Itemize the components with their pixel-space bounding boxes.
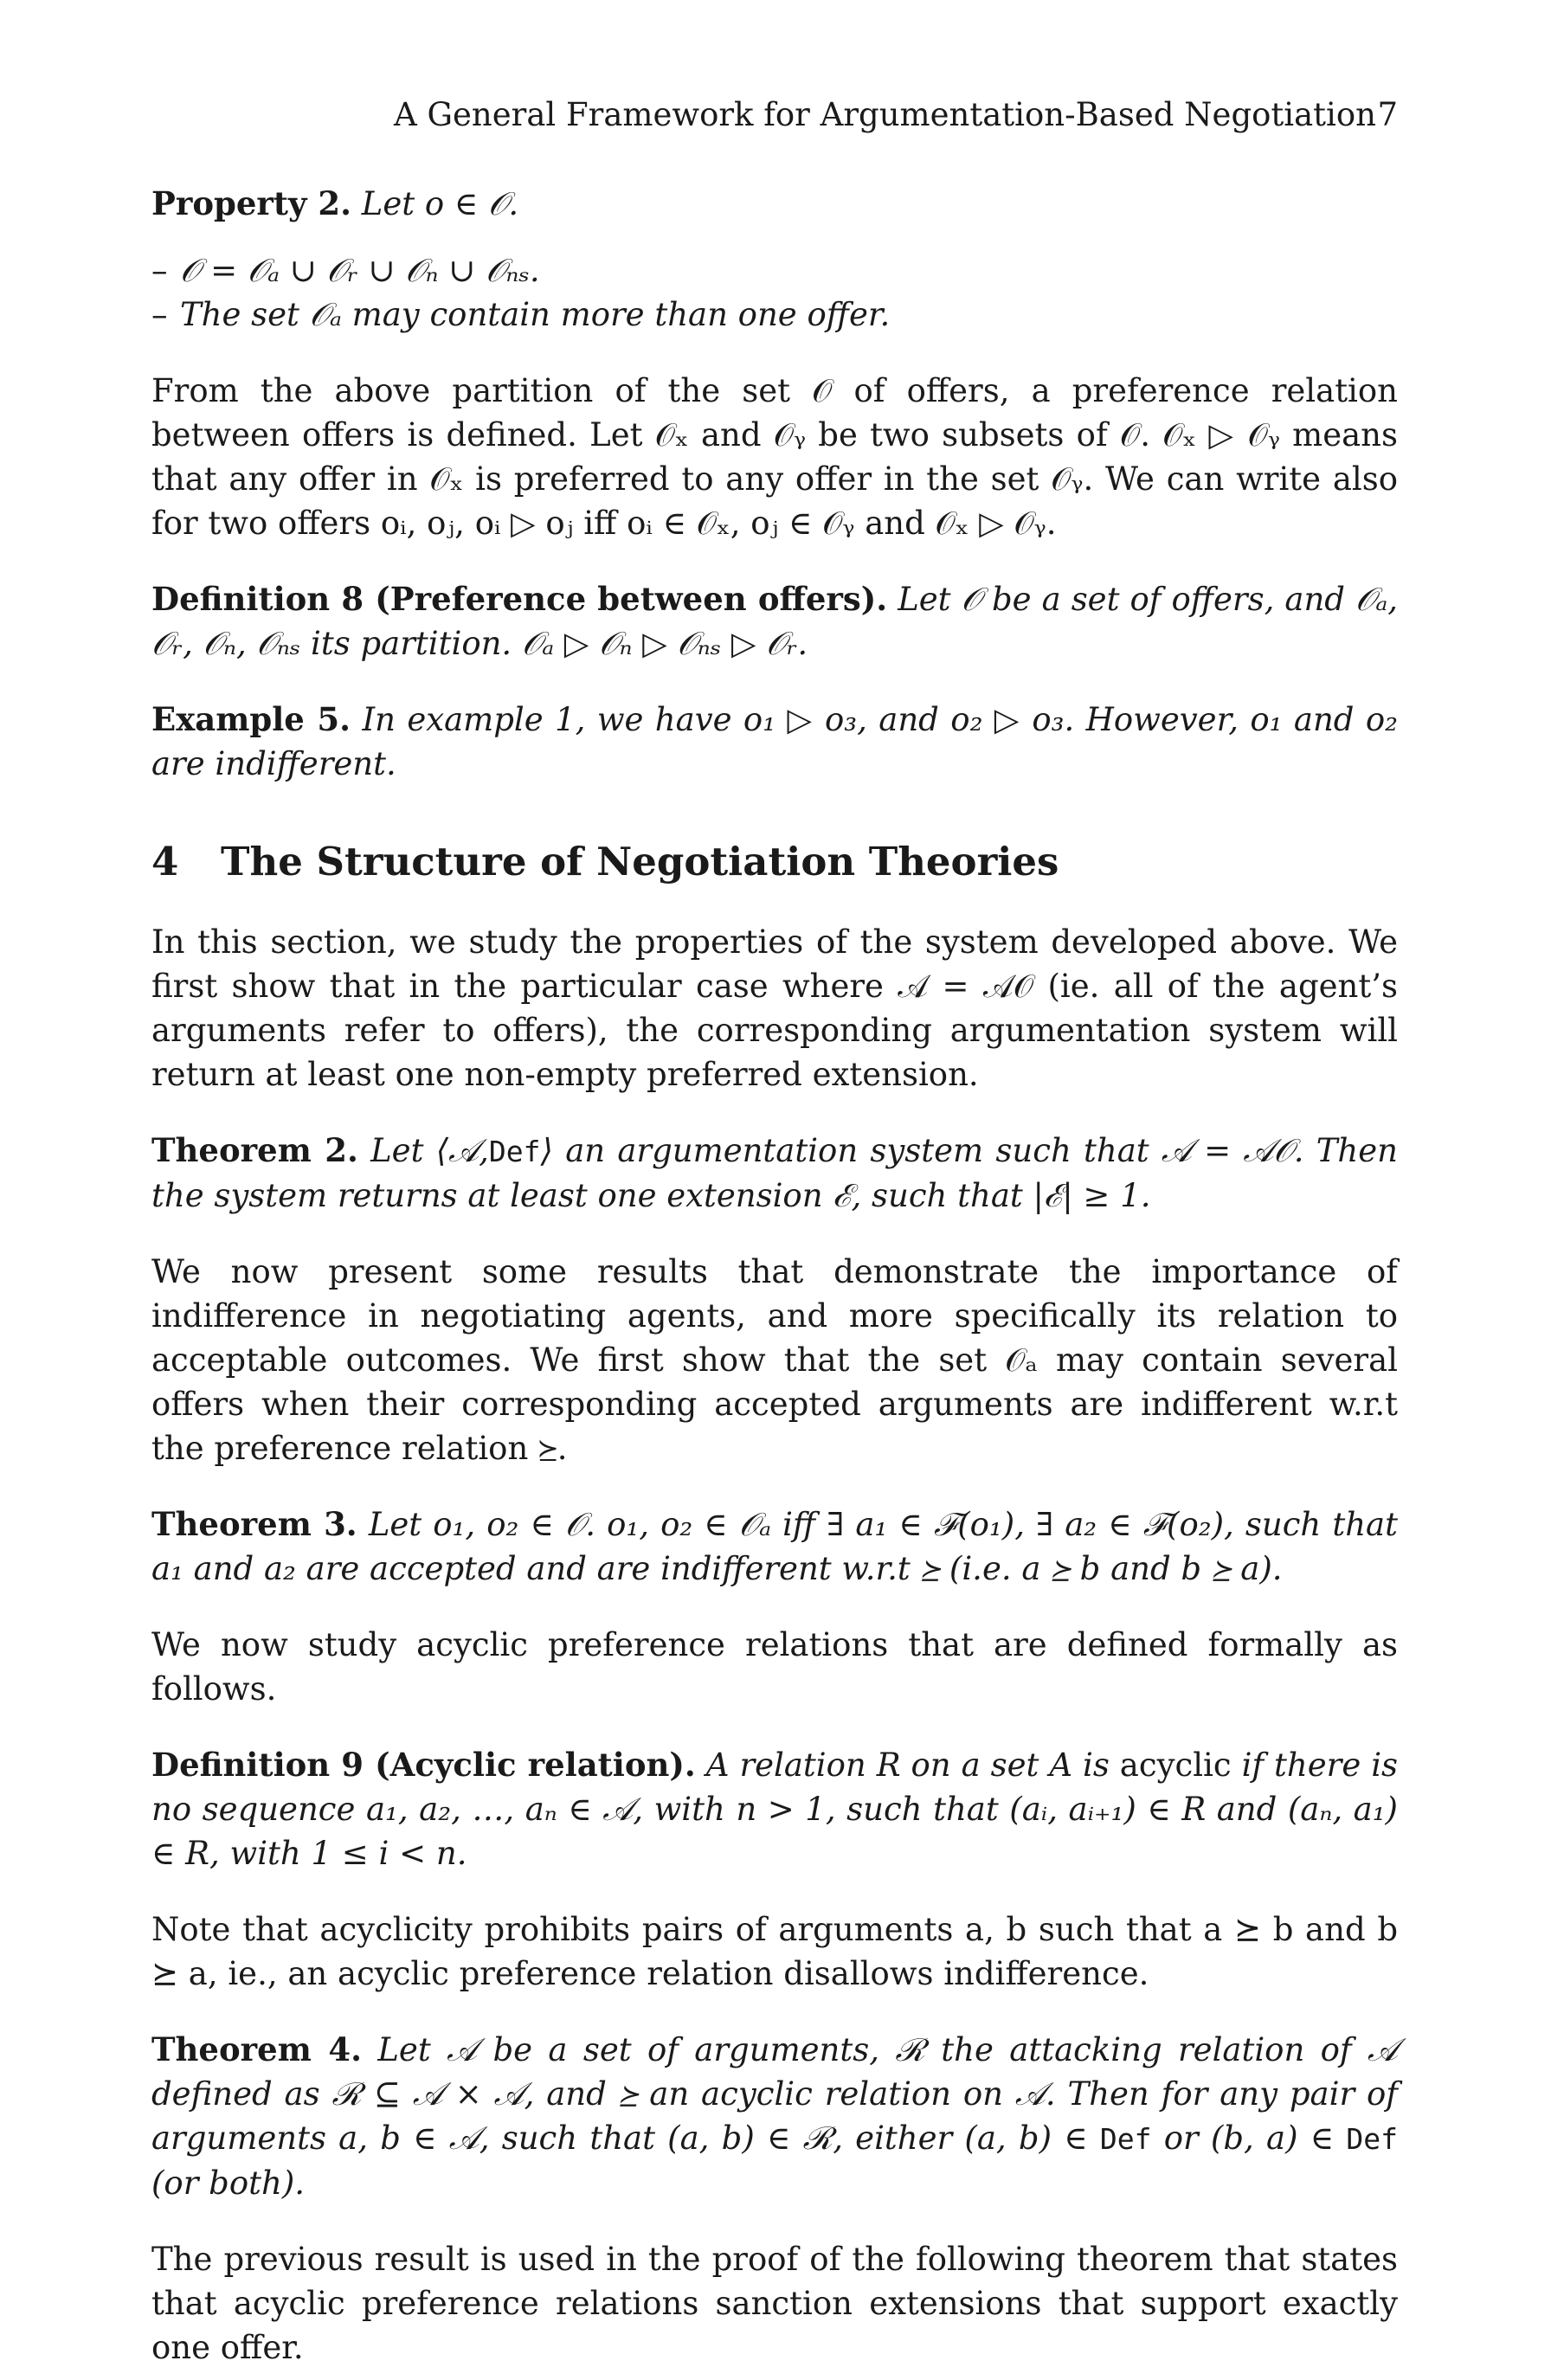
theorem-4: Theorem 4. Let 𝒜 be a set of arguments, ℛ the attacking relation of 𝒜 defined as ℛ ⊆ 𝒜 × 𝒜, and ⪰ an acyclic relation on 𝒜. Then for any pair of arguments a, b ∈ 𝒜, such that (a, b) ∈ ℛ, either (a, b) ∈ Def or (b, a) ∈ Def (or both).	[151, 2030, 1399, 2202]
def-keyword: Def	[1099, 2122, 1152, 2156]
definition-9: Definition 9 (Acyclic relation). A relation R on a set A is acyclic if there is no sequence a₁, a₂, …, aₙ ∈ 𝒜, with n > 1, such that (aᵢ, aᵢ₊₁) ∈ R and (aₙ, a₁) ∈ R, with 1 ≤ i < n.	[151, 1746, 1399, 1872]
definition-9-label: Definition 9 (Acyclic relation).	[151, 1746, 696, 1784]
property-2	[151, 182, 1398, 226]
running-title: A General Framework for Argumentation-Based Negotiation	[394, 96, 1376, 133]
page-body	[151, 182, 1398, 2370]
example-5-text: In example 1, we have o₁ ▷ o₃, and o₂ ▷ o₃. However, o₁ and o₂ are indifferent.	[151, 701, 1399, 782]
paragraph-offer-preference: From the above partition of the set 𝒪 of offers, a preference relation between offers is defined. Let 𝒪ₓ and 𝒪ᵧ be two subsets of 𝒪. 𝒪ₓ ▷ 𝒪ᵧ means that any offer in 𝒪ₓ is preferred to any offer in the set 𝒪ᵧ. We can write also for two offers oᵢ, oⱼ, oᵢ ▷ oⱼ iff oᵢ ∈ 𝒪ₓ, oⱼ ∈ 𝒪ᵧ and 𝒪ₓ ▷ 𝒪ᵧ.	[151, 372, 1398, 542]
theorem-2: Theorem 2. Let ⟨𝒜,Def⟩ an argumentation system such that 𝒜 = 𝒜𝒪. Then the system returns at least one extension ℰ, such that |ℰ| ≥ 1.	[151, 1131, 1398, 1214]
page-header	[151, 93, 1398, 137]
theorem-4-label: Theorem 4.	[151, 2030, 362, 2068]
def-keyword: Def	[1346, 2122, 1398, 2156]
example-5	[151, 698, 1398, 786]
property-2-label: Property 2.	[151, 184, 351, 222]
paragraph-closing: The previous result is used in the proof of the following theorem that states that acyclic preference relations sanction extensions that support exactly one offer.	[151, 2241, 1398, 2366]
paragraph-indifference: We now present some results that demonstrate the importance of indifference in negotiating agents, and more specifically its relation to acceptable outcomes. We first show that the set 𝒪ₐ may contain several offers when their corresponding accepted arguments are indifferent w.r.t the preference relation ⪰.	[151, 1253, 1398, 1467]
section-heading	[151, 836, 1398, 888]
def-keyword: Def	[488, 1135, 541, 1168]
definition-8	[151, 577, 1398, 666]
page-number: 7	[1377, 96, 1398, 133]
property-2-statement: Let o ∈ 𝒪.	[361, 185, 519, 222]
section-title: The Structure of Negotiation Theories	[221, 839, 1059, 884]
paragraph-section-intro: In this section, we study the properties of the system developed above. We first show that in the particular case where 𝒜 = 𝒜𝒪 (ie. all of the agent’s arguments refer to offers), the corresponding argumentation system will return at least one non-empty preferred extension.	[151, 923, 1398, 1093]
theorem-3-text: Let o₁, o₂ ∈ 𝒪. o₁, o₂ ∈ 𝒪ₐ iff ∃ a₁ ∈ ℱ(o₁), ∃ a₂ ∈ ℱ(o₂), such that a₁ and a₂ are accepted and are indifferent w.r.t ⪰ (i.e. a ⪰ b and b ⪰ a).	[151, 1506, 1398, 1587]
list-item: – The set 𝒪ₐ may contain more than one offer.	[151, 296, 891, 333]
acyclic-keyword: acyclic	[1119, 1746, 1232, 1784]
list-item: – 𝒪 = 𝒪ₐ ∪ 𝒪ᵣ ∪ 𝒪ₙ ∪ 𝒪ₙₛ.	[151, 252, 540, 289]
theorem-2-label: Theorem 2.	[151, 1131, 358, 1169]
paragraph-acyclic-intro: We now study acyclic preference relations that are defined formally as follows.	[151, 1626, 1398, 1708]
example-5-label: Example 5.	[151, 700, 351, 738]
paragraph-acyclicity-note: Note that acyclicity prohibits pairs of arguments a, b such that a ⪰ b and b ⪰ a, ie., an acyclic preference relation disallows indifference.	[151, 1911, 1398, 1992]
theorem-3-label: Theorem 3.	[151, 1505, 357, 1543]
section-number: 4	[151, 839, 179, 884]
property-2-list	[151, 248, 1398, 337]
theorem-3	[151, 1502, 1398, 1591]
definition-8-label: Definition 8 (Preference between offers).	[151, 580, 888, 618]
definition-8-text: Let 𝒪 be a set of offers, and 𝒪ₐ, 𝒪ᵣ, 𝒪ₙ, 𝒪ₙₛ its partition. 𝒪ₐ ▷ 𝒪ₙ ▷ 𝒪ₙₛ ▷ 𝒪ᵣ.	[151, 581, 1398, 662]
